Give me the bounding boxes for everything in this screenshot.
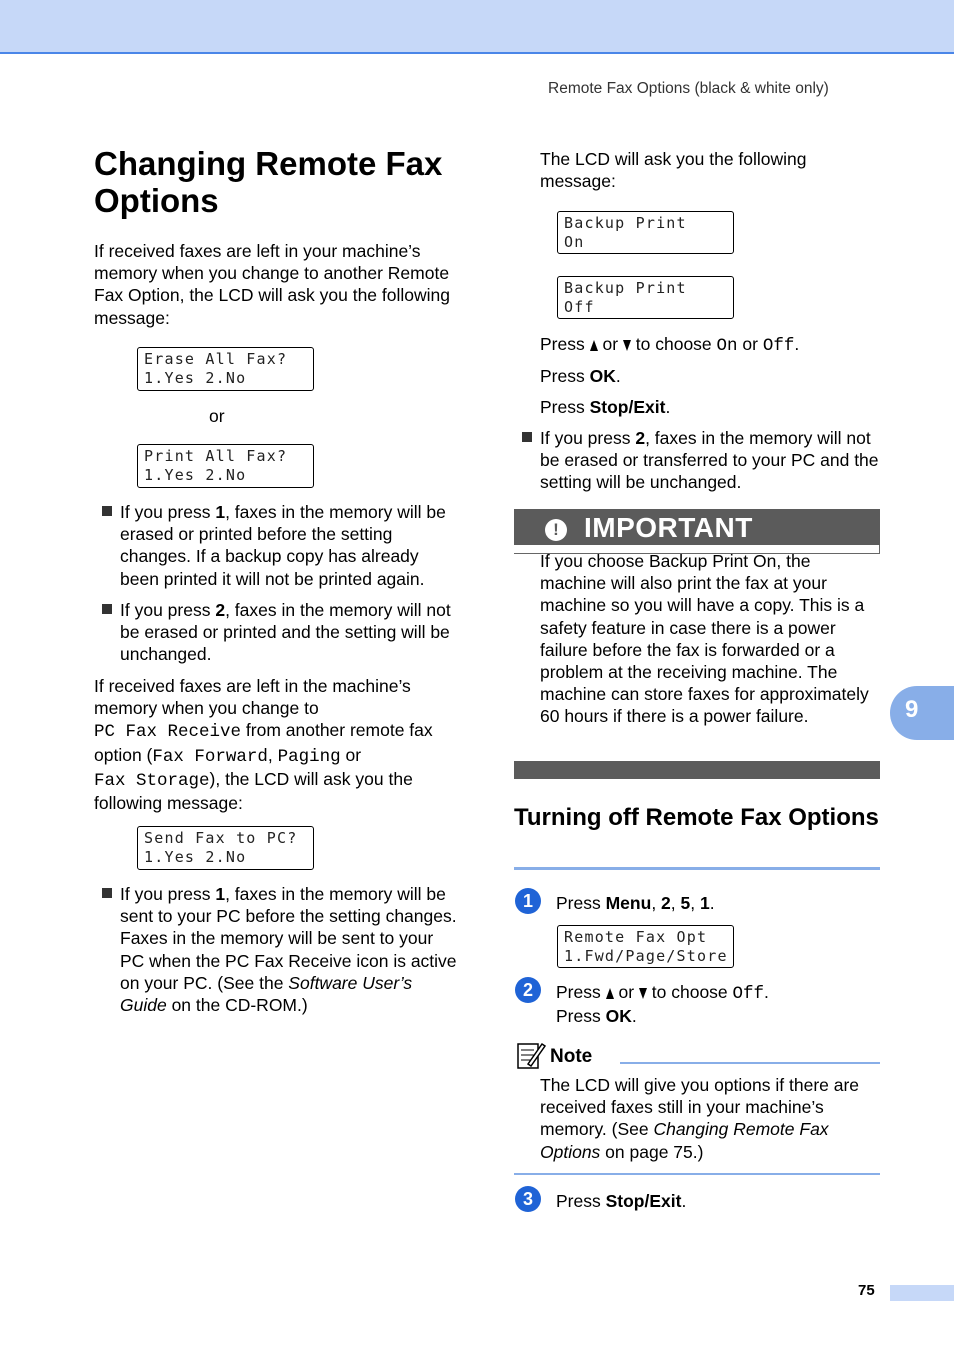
important-footer-bar: [514, 761, 880, 779]
text: from another remote fax option (: [94, 720, 433, 765]
top-header-bar: [0, 0, 954, 54]
text: or: [597, 334, 623, 354]
text: .: [764, 982, 769, 1002]
text: on the CD-ROM.): [166, 995, 308, 1016]
lcd-line: 1.Yes 2.No: [144, 466, 247, 484]
or-text: or: [209, 406, 225, 426]
note-header-line: [620, 1062, 880, 1064]
key-1: 1: [215, 502, 226, 522]
bullet-square: [522, 432, 532, 442]
key-5: 5: [680, 893, 691, 913]
text: .: [615, 366, 621, 386]
text: Press: [556, 893, 606, 913]
lcd-remote-fax-opt: [557, 925, 734, 968]
chapter-number: 9: [905, 696, 919, 723]
text: ), the LCD will ask you the following message:: [94, 768, 413, 814]
bullet-square: [102, 506, 112, 516]
menu-code: Fax Storage: [94, 770, 210, 791]
lcd-print-all-fax: [137, 444, 314, 488]
key-ok: OK: [589, 366, 616, 386]
text: The LCD will give you options if there are received faxes still in your machine’s memory. (See: [540, 1075, 860, 1140]
menu-code: PC Fax Receive: [94, 722, 242, 743]
lcd-erase-all-fax: [137, 347, 314, 391]
lcd-line: 1.Yes 2.No: [144, 369, 247, 387]
text: Press: [556, 982, 606, 1002]
down-arrow-icon: [623, 340, 631, 351]
text: If you press: [120, 502, 216, 522]
key-ok: OK: [605, 1006, 632, 1027]
text: .: [665, 397, 671, 417]
key-stop-exit: Stop/Exit: [605, 1191, 682, 1211]
lcd-backup-print-on: [557, 211, 734, 254]
text: If received faxes are left in the machine’s memory when you change to: [94, 676, 411, 719]
up-arrow-icon: [590, 340, 598, 351]
text: on page 75.): [600, 1141, 704, 1162]
page-number: 75: [858, 1282, 875, 1299]
text: If you press: [120, 884, 216, 904]
bullet-square: [102, 604, 112, 614]
text: , faxes in the memory will be sent to your PC before the setting changes. Faxes in the memory will be sent to your PC when the PC Fax Receive icon is active on your PC. (See the: [120, 884, 457, 993]
up-arrow-icon: [606, 988, 614, 999]
lcd-line: Send Fax to PC?: [144, 829, 298, 847]
menu-code: Fax Forward: [152, 746, 268, 767]
key-menu: Menu: [605, 893, 652, 913]
text: , faxes in the memory will not be erased or transferred to your PC and the setting will be unchanged.: [540, 428, 879, 493]
lcd-line: Remote Fax Opt: [564, 928, 708, 946]
text: or: [737, 334, 763, 354]
lcd-line: On: [564, 233, 585, 251]
text: .: [631, 1006, 637, 1027]
step-1-icon: 1: [515, 888, 541, 914]
text: Press: [556, 1191, 606, 1211]
important-label: IMPORTANT: [584, 512, 753, 543]
intro-paragraph: If received faxes are left in your machine’s memory when you change to another Remote Fax Option, the LCD will ask you the following message:: [94, 241, 450, 328]
step-2-text: [556, 981, 876, 1027]
text: .: [709, 893, 715, 913]
step-3-text: [556, 1190, 686, 1212]
text: .: [681, 1191, 687, 1211]
text: Press: [540, 334, 590, 354]
lcd-line: Erase All Fax?: [144, 350, 288, 368]
lcd-backup-print-off: [557, 276, 734, 319]
text: or: [340, 744, 362, 765]
bullet-press-2-not-erased: [120, 599, 462, 666]
press-stop-exit: [540, 396, 670, 418]
text: Press: [540, 397, 590, 417]
section-reference: Changing Remote Fax Options: [540, 1119, 829, 1162]
press-up-down-choose: [540, 333, 880, 357]
option-off: Off: [762, 336, 795, 356]
lcd-line: Backup Print: [564, 279, 687, 297]
page-title: Changing Remote Fax Options: [94, 145, 443, 219]
bullet-press-2-not-transferred: [540, 427, 880, 494]
section-heading: Turning off Remote Fax Options: [514, 804, 879, 831]
text: Press: [556, 1006, 606, 1027]
text: , faxes in the memory will be erased or printed before the setting changes. If a backup copy has already been printed it will not be printed again.: [120, 502, 446, 589]
text: to choose: [646, 982, 733, 1002]
bullet-press-1-sent-to-pc: [120, 883, 462, 1016]
lcd-line: Off: [564, 298, 595, 316]
option-on: On: [716, 336, 738, 356]
note-text: [540, 1074, 880, 1163]
text: If you press: [540, 428, 636, 448]
option-off: Off: [732, 984, 765, 1004]
text: ,: [267, 744, 278, 765]
text: ,: [670, 893, 681, 913]
text: If you press: [120, 600, 216, 620]
menu-code: Paging: [277, 746, 341, 767]
text: ,: [651, 893, 662, 913]
warning-icon: !: [545, 519, 567, 541]
text: Press: [540, 366, 590, 386]
lcd-send-fax-to-pc: [137, 826, 314, 870]
guide-reference: Software User’s Guide: [120, 972, 413, 1016]
key-2: 2: [215, 600, 226, 620]
press-ok: [540, 365, 621, 387]
section-underline: [514, 867, 880, 870]
key-2: 2: [661, 893, 671, 913]
bullet-press-1-erase: [120, 501, 462, 590]
important-text: If you choose Backup Print On, the machine will also print the fax at your machine so you will have a copy. This is a safety feature in case there is a power failure before the fax is forwarded or a problem at the receiving machine. The machine can store faxes for approximately 60 hours if there is a power failure.: [540, 551, 869, 727]
step-2-icon: 2: [515, 977, 541, 1003]
key-1: 1: [215, 884, 226, 904]
text: , faxes in the memory will not be erased or printed and the setting will be unchanged.: [120, 600, 451, 665]
step-1-text: [556, 892, 715, 914]
note-pencil-icon: [516, 1040, 546, 1070]
running-header: Remote Fax Options (black & white only): [548, 80, 829, 97]
lcd-line: Print All Fax?: [144, 447, 288, 465]
key-2: 2: [635, 428, 646, 448]
text: ,: [690, 893, 700, 913]
chapter-tab: [890, 686, 954, 740]
text: or: [613, 982, 639, 1002]
text: .: [794, 334, 800, 354]
step-3-icon: 3: [515, 1186, 541, 1212]
note-label: Note: [550, 1046, 593, 1067]
text: to choose: [630, 334, 717, 354]
page-footer-bar: [890, 1285, 954, 1301]
down-arrow-icon: [639, 988, 647, 999]
pc-fax-receive-paragraph: [94, 675, 462, 814]
lcd-line: Backup Print: [564, 214, 687, 232]
key-1: 1: [699, 893, 710, 913]
lcd-ask-paragraph: The LCD will ask you the following message:: [540, 149, 807, 192]
bullet-square: [102, 888, 112, 898]
lcd-line: 1.Yes 2.No: [144, 848, 247, 866]
lcd-line: 1.Fwd/Page/Store: [564, 947, 728, 965]
key-stop-exit: Stop/Exit: [589, 397, 666, 417]
note-footer-line: [514, 1173, 880, 1175]
